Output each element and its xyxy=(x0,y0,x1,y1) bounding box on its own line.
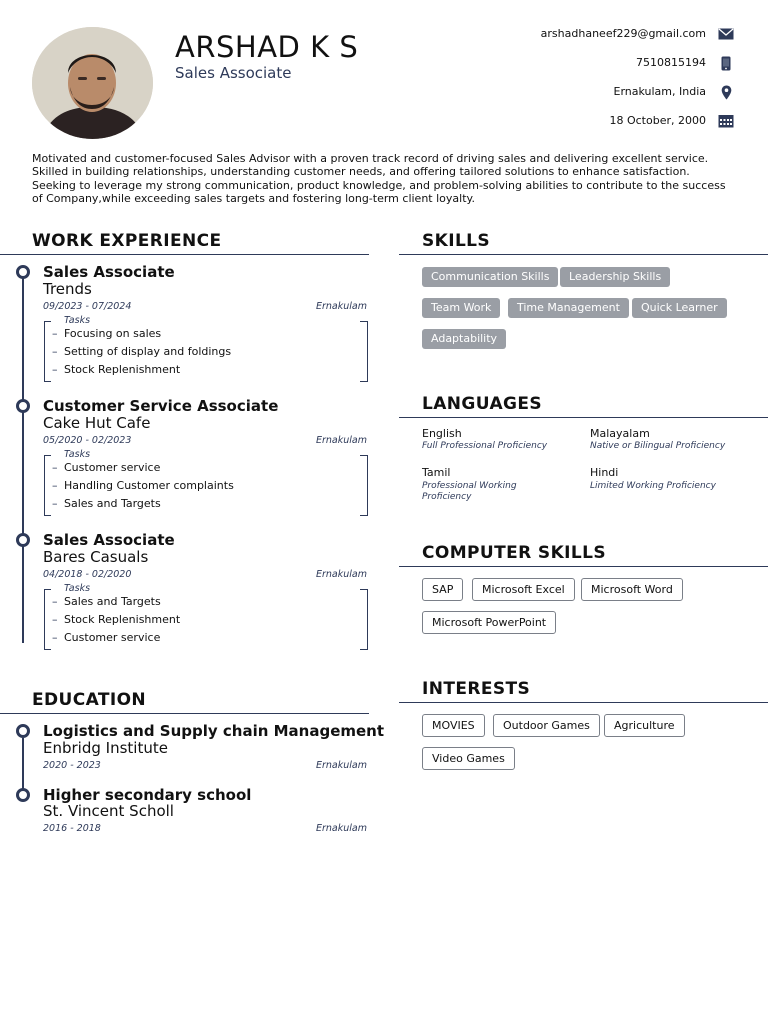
interest-tag: Agriculture xyxy=(604,714,685,737)
tasks-label: Tasks xyxy=(64,449,91,460)
computer-skills-heading: COMPUTER SKILLS xyxy=(422,543,606,563)
task-item: – Focusing on sales xyxy=(52,327,161,341)
language-name: Tamil xyxy=(422,466,451,479)
skills-heading: SKILLS xyxy=(422,231,491,251)
contact-email[interactable]: arshadhaneef229@gmail.com xyxy=(540,27,706,40)
skill-tag: Quick Learner xyxy=(632,298,727,318)
map-pin-icon xyxy=(718,85,734,99)
education-dates: 2016 - 2018 xyxy=(43,823,101,834)
language-name: English xyxy=(422,427,462,440)
tasks-bracket-left xyxy=(44,321,51,382)
education-heading: EDUCATION xyxy=(32,690,147,710)
computer-skill-tag: Microsoft Word xyxy=(581,578,683,601)
profile-photo-graphic xyxy=(32,27,153,139)
task-item: – Customer service xyxy=(52,461,160,475)
language-name: Malayalam xyxy=(590,427,650,440)
candidate-name: ARSHAD K S xyxy=(175,30,359,64)
tasks-bracket-right xyxy=(360,589,368,650)
tasks-bracket-left xyxy=(44,455,51,516)
skill-tag: Time Management xyxy=(508,298,629,318)
education-divider xyxy=(0,713,369,714)
timeline-dot xyxy=(16,724,30,738)
job-company: Cake Hut Cafe xyxy=(43,414,151,432)
job-location: Ernakulam xyxy=(316,569,367,580)
computer-skill-tag: SAP xyxy=(422,578,463,601)
interests-divider xyxy=(399,702,768,703)
job-dates: 05/2020 - 02/2023 xyxy=(43,435,132,446)
skill-tag: Leadership Skills xyxy=(560,267,670,287)
job-dates: 09/2023 - 07/2024 xyxy=(43,301,132,312)
task-item: – Sales and Targets xyxy=(52,595,161,609)
computer-skill-tag: Microsoft Excel xyxy=(472,578,575,601)
timeline-dot xyxy=(16,265,30,279)
task-item: – Setting of display and foldings xyxy=(52,345,231,359)
job-company: Bares Casuals xyxy=(43,548,149,566)
skill-tag: Adaptability xyxy=(422,329,506,349)
timeline-dot xyxy=(16,533,30,547)
education-dates: 2020 - 2023 xyxy=(43,760,101,771)
timeline-dot xyxy=(16,788,30,802)
languages-heading: LANGUAGES xyxy=(422,394,543,414)
job-company: Trends xyxy=(43,280,92,298)
tasks-bracket-right xyxy=(360,455,368,516)
skill-tag: Communication Skills xyxy=(422,267,558,287)
job-location: Ernakulam xyxy=(316,435,367,446)
interest-tag: MOVIES xyxy=(422,714,485,737)
tasks-bracket-left xyxy=(44,589,51,650)
language-level: Limited Working Proficiency xyxy=(590,481,716,491)
task-item: – Sales and Targets xyxy=(52,497,161,511)
job-title: Sales Associate xyxy=(43,263,175,281)
envelope-icon xyxy=(718,27,734,41)
work-timeline-line xyxy=(22,278,24,643)
language-name: Hindi xyxy=(590,466,619,479)
languages-divider xyxy=(399,417,768,418)
timeline-dot xyxy=(16,399,30,413)
tasks-label: Tasks xyxy=(64,583,91,594)
language-level: Full Professional Proficiency xyxy=(422,441,548,451)
job-dates: 04/2018 - 02/2020 xyxy=(43,569,132,580)
interests-heading: INTERESTS xyxy=(422,679,531,699)
tasks-bracket-right xyxy=(360,321,368,382)
education-title: Logistics and Supply chain Management xyxy=(43,722,385,740)
contact-phone[interactable]: 7510815194 xyxy=(636,56,706,69)
task-item: – Stock Replenishment xyxy=(52,363,180,377)
education-location: Ernakulam xyxy=(316,823,367,834)
job-title: Sales Associate xyxy=(43,531,175,549)
computer-skills-divider xyxy=(399,566,768,567)
work-experience-heading: WORK EXPERIENCE xyxy=(32,231,222,251)
interest-tag: Outdoor Games xyxy=(493,714,600,737)
skill-tag: Team Work xyxy=(422,298,500,318)
education-institute: St. Vincent Scholl xyxy=(43,802,174,820)
phone-icon xyxy=(718,56,734,70)
computer-skill-tag: Microsoft PowerPoint xyxy=(422,611,556,634)
work-experience-divider xyxy=(0,254,369,255)
task-item: – Customer service xyxy=(52,631,160,645)
contact-location: Ernakulam, India xyxy=(613,85,706,98)
task-item: – Handling Customer complaints xyxy=(52,479,234,493)
contact-dob: 18 October, 2000 xyxy=(609,114,706,127)
language-level: Native or Bilingual Proficiency xyxy=(590,441,726,451)
education-title: Higher secondary school xyxy=(43,786,252,804)
tasks-label: Tasks xyxy=(64,315,91,326)
job-title: Customer Service Associate xyxy=(43,397,279,415)
task-item: – Stock Replenishment xyxy=(52,613,180,627)
job-location: Ernakulam xyxy=(316,301,367,312)
language-level: Professional Working Proficiency xyxy=(422,481,517,502)
calendar-icon xyxy=(718,114,734,128)
interest-tag: Video Games xyxy=(422,747,515,770)
profile-photo xyxy=(32,27,153,139)
education-institute: Enbridg Institute xyxy=(43,739,168,757)
skills-divider xyxy=(399,254,768,255)
candidate-title: Sales Associate xyxy=(175,64,292,82)
profile-summary: Motivated and customer-focused Sales Advisor with a proven track record of driving sales and delivering excellent service. Skilled in building relationships, understanding customer needs, and offering tailored solutions to enhance satisfaction. Seeking to leverage my strong communication, product knowledge, and problem-solving abilities to contribute to the success of Company,while exceeding sales targets and fostering long-term client loyalty. xyxy=(32,152,726,206)
education-location: Ernakulam xyxy=(316,760,367,771)
